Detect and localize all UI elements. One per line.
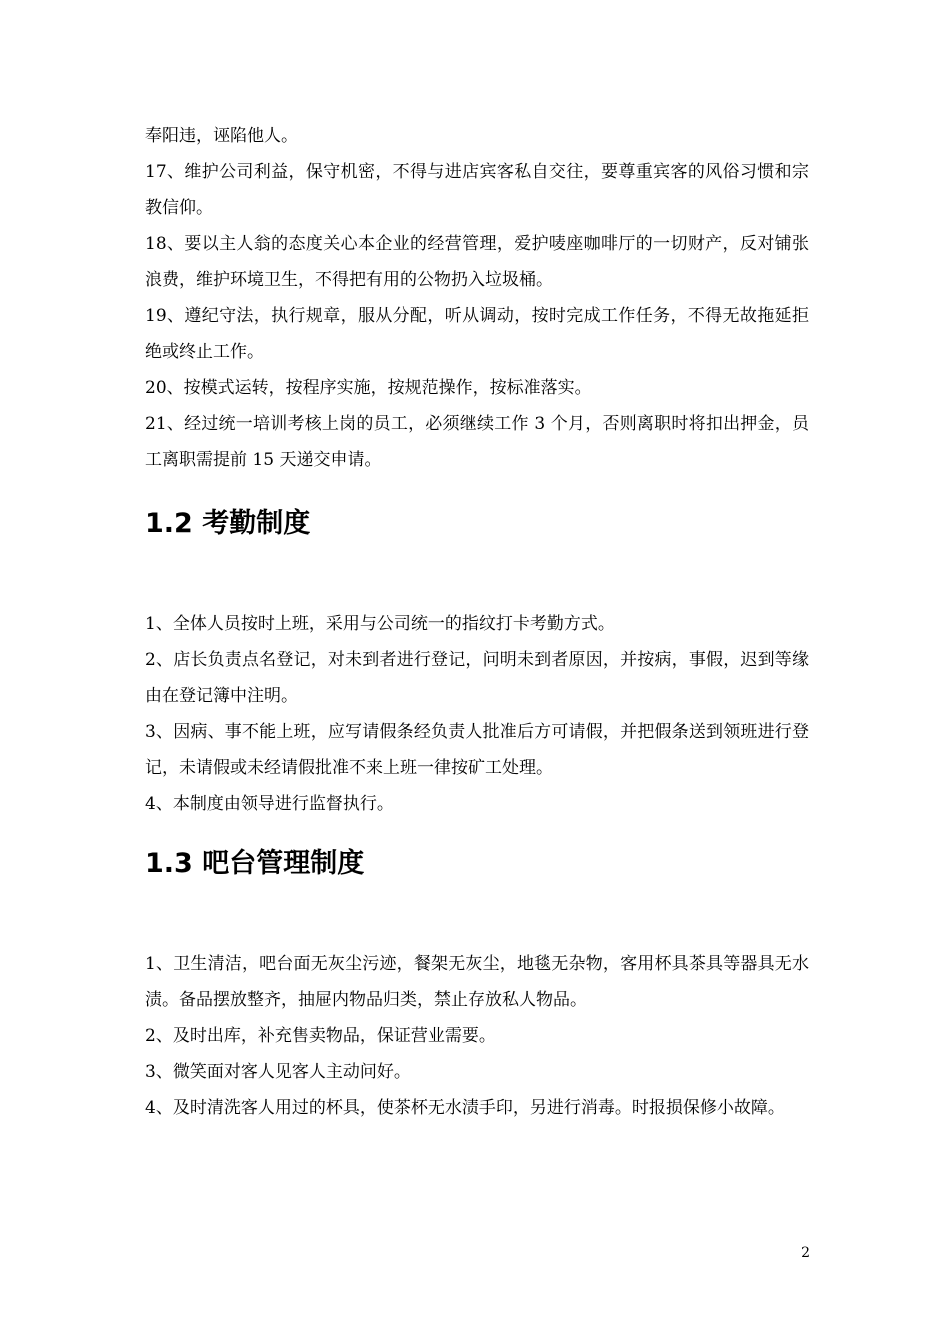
paragraph: 18、要以主人翁的态度关心本企业的经营管理，爱护唛座咖啡厅的一切财产，反对铺张浪费，维护环境卫生，不得把有用的公物扔入垃圾桶。 [145, 234, 809, 290]
paragraph: 2、店长负责点名登记，对未到者进行登记，问明未到者原因，并按病，事假，迟到等缘由在登记簿中注明。 [145, 650, 809, 706]
paragraph: 17、维护公司利益，保守机密，不得与进店宾客私自交往，要尊重宾客的风俗习惯和宗教信仰。 [145, 162, 809, 218]
paragraph: 2、及时出库，补充售卖物品，保证营业需要。 [145, 1026, 496, 1046]
paragraph: 19、遵纪守法，执行规章，服从分配，听从调动，按时完成工作任务，不得无故拖延拒绝或终止工作。 [145, 306, 809, 362]
section-heading-bar-management: 1.3 吧台管理制度 [145, 848, 365, 879]
document-body [145, 118, 809, 1126]
paragraph: 4、及时清洗客人用过的杯具，使茶杯无水渍手印，另进行消毒。时报损保修小故障。 [145, 1098, 785, 1118]
page-number: 2 [801, 1245, 810, 1261]
section-heading-attendance: 1.2 考勤制度 [145, 508, 311, 539]
paragraph: 1、全体人员按时上班，采用与公司统一的指纹打卡考勤方式。 [145, 614, 615, 634]
paragraph: 1、卫生清洁，吧台面无灰尘污迹，餐架无灰尘，地毯无杂物，客用杯具茶具等器具无水渍。备品摆放整齐，抽屉内物品归类，禁止存放私人物品。 [145, 954, 809, 1010]
paragraph: 3、微笑面对客人见客人主动问好。 [145, 1062, 411, 1082]
paragraph: 3、因病、事不能上班，应写请假条经负责人批准后方可请假，并把假条送到领班进行登记，未请假或未经请假批准不来上班一律按矿工处理。 [145, 722, 809, 778]
paragraph: 21、经过统一培训考核上岗的员工，必须继续工作 3 个月，否则离职时将扣出押金，员工离职需提前 15 天递交申请。 [145, 414, 809, 470]
paragraph: 20、按模式运转，按程序实施，按规范操作，按标准落实。 [145, 378, 592, 398]
paragraph: 奉阳违，诬陷他人。 [145, 126, 298, 146]
paragraph: 4、本制度由领导进行监督执行。 [145, 794, 394, 814]
